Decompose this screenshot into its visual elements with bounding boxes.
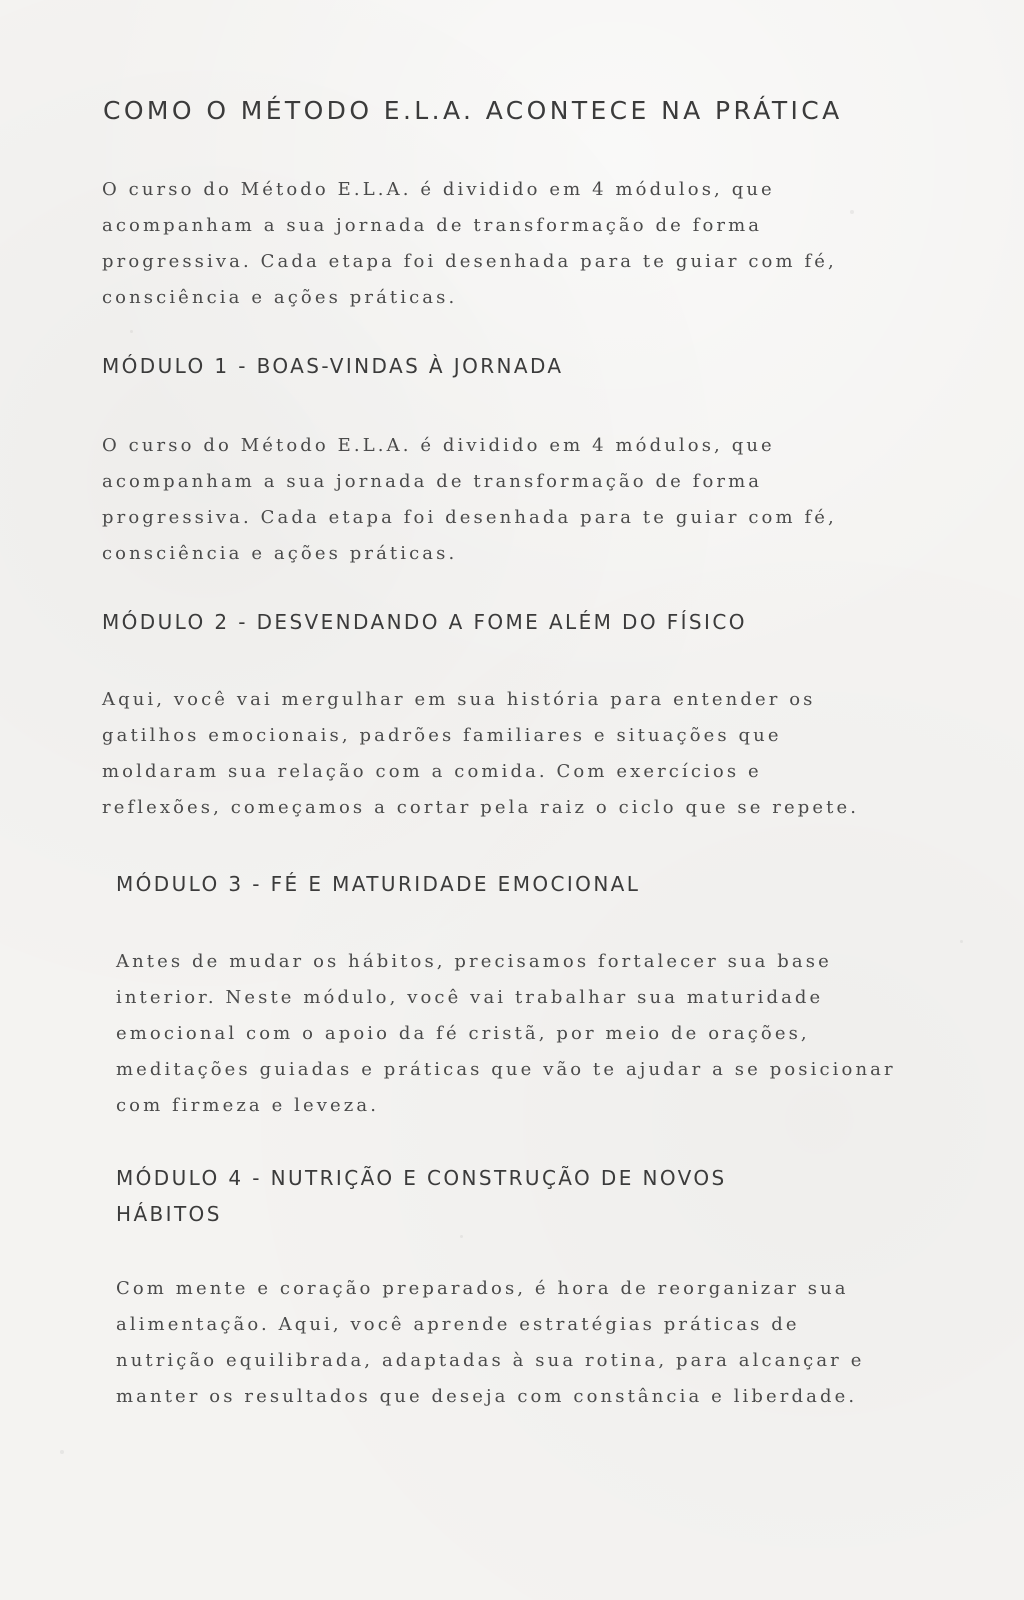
module-4-description: Com mente e coração preparados, é hora de reorganizar sua alimentação. Aqui, você aprende estratégias práticas de nutrição equilibrada, adaptadas à sua rotina, para alcançar e manter os resultados que deseja com constância e liberdade. xyxy=(116,1278,865,1407)
paper-speck xyxy=(130,330,133,333)
paper-speck xyxy=(960,940,963,943)
module-3-description: Antes de mudar os hábitos, precisamos fortalecer sua base interior. Neste módulo, você vai trabalhar sua maturidade emocional com o apoio da fé cristã, por meio de orações, meditações guiadas e práticas que vão te ajudar a se posicionar com firmeza e leveza. xyxy=(116,951,896,1116)
page-title: COMO O MÉTODO E.L.A. ACONTECE NA PRÁTICA xyxy=(103,96,843,125)
module-2-title: MÓDULO 2 - DESVENDANDO A FOME ALÉM DO FÍSICO xyxy=(102,610,747,634)
paper-speck xyxy=(60,1450,64,1454)
module-1-title: MÓDULO 1 - BOAS-VINDAS À JORNADA xyxy=(102,354,564,378)
module-3-title: MÓDULO 3 - FÉ E MATURIDADE EMOCIONAL xyxy=(116,872,641,896)
module-1-description: O curso do Método E.L.A. é dividido em 4 módulos, que acompanham a sua jornada de transformação de forma progressiva. Cada etapa foi desenhada para te guiar com fé, consciência e ações práticas. xyxy=(102,435,837,564)
module-2-description: Aqui, você vai mergulhar em sua história para entender os gatilhos emocionais, padrões familiares e situações que moldaram sua relação com a comida. Com exercícios e reflexões, começamos a cortar pela raiz o ciclo que se repete. xyxy=(102,689,860,818)
intro-paragraph: O curso do Método E.L.A. é dividido em 4 módulos, que acompanham a sua jornada de transformação de forma progressiva. Cada etapa foi desenhada para te guiar com fé, consciência e ações práticas. xyxy=(102,179,837,308)
module-4-title: MÓDULO 4 - NUTRIÇÃO E CONSTRUÇÃO DE NOVOS HÁBITOS xyxy=(116,1166,727,1226)
paper-speck xyxy=(460,1235,463,1238)
